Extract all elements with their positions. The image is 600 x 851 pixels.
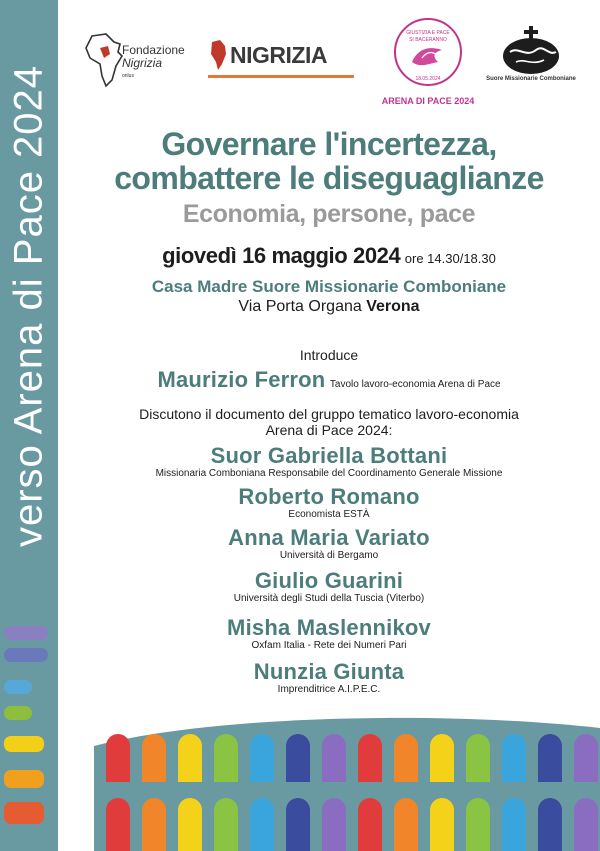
colosseum-illustration <box>58 716 600 851</box>
speaker <box>58 660 600 696</box>
africa-silhouette-icon <box>208 38 228 72</box>
speaker-name: Misha Maslennikov <box>227 615 431 640</box>
speaker <box>58 616 600 652</box>
arch <box>574 734 598 782</box>
arch <box>538 798 562 851</box>
speaker <box>58 485 600 521</box>
arch <box>358 734 382 782</box>
speaker-name: Anna Maria Variato <box>228 525 430 550</box>
arch <box>178 798 202 851</box>
arch <box>574 798 598 851</box>
speaker-name: Suor Gabriella Bottani <box>210 443 448 468</box>
nigrizia-underline <box>208 75 354 78</box>
fondazione-text: Fondazione Nigrizia onlus <box>122 43 185 79</box>
speaker-role: Imprenditrice A.I.P.E.C. <box>277 684 381 695</box>
sidebar <box>0 0 58 851</box>
arch <box>502 734 526 782</box>
logo-bar <box>58 18 600 113</box>
event-address: Via Porta Organa Verona <box>238 298 420 315</box>
nigrizia-logo <box>208 38 356 80</box>
arch <box>394 798 418 851</box>
arch <box>214 734 238 782</box>
speaker-name: Nunzia Giunta <box>253 659 405 684</box>
arch <box>250 798 274 851</box>
arch <box>142 734 166 782</box>
speaker <box>58 526 600 562</box>
fondazione-nigrizia-logo <box>82 32 194 92</box>
event-time: ore 14.30/18.30 <box>404 251 496 266</box>
nigrizia-wordmark: NIGRIZIA <box>230 42 327 68</box>
arch <box>394 734 418 782</box>
stripe <box>4 802 44 824</box>
stripe <box>4 736 44 752</box>
speaker-name: Roberto Romano <box>238 484 420 509</box>
event-venue: Casa Madre Suore Missionarie Comboniane <box>151 277 507 296</box>
speaker-role: Economista ESTÀ <box>288 509 370 520</box>
arch <box>466 734 490 782</box>
smc-logo <box>486 22 576 102</box>
smc-label: Suore Missionarie Comboniane <box>486 76 576 82</box>
speaker-name: Giulio Guarini <box>254 568 404 593</box>
arch <box>358 798 382 851</box>
arch <box>430 798 454 851</box>
arch <box>502 798 526 851</box>
stripe <box>4 648 48 662</box>
arch <box>466 798 490 851</box>
speaker <box>58 569 600 605</box>
stripe <box>4 706 32 720</box>
sidebar-title: verso Arena di Pace 2024 <box>6 64 51 548</box>
arena-di-pace-logo: GIUSTIZIA E PACE SI BACERANNO 18.05.2024 ARENA DI PACE 2024 <box>380 18 476 113</box>
event-date-line <box>58 243 600 269</box>
globe-cross-icon <box>486 22 576 76</box>
speaker <box>58 444 600 480</box>
moderator-name: Maurizio Ferron <box>157 367 326 392</box>
speaker-role: Università degli Studi della Tuscia (Viterbo) <box>233 593 425 604</box>
arch <box>286 798 310 851</box>
speaker-role: Missionaria Comboniana Responsabile del Coordinamento Generale Missione <box>155 468 503 479</box>
arena-logo-label: ARENA DI PACE 2024 <box>381 96 475 106</box>
arch <box>142 798 166 851</box>
arch <box>214 798 238 851</box>
stripe <box>4 770 44 788</box>
main-content <box>58 0 600 851</box>
arch <box>106 734 130 782</box>
arch <box>322 734 346 782</box>
arch <box>286 734 310 782</box>
arch <box>322 798 346 851</box>
arch <box>430 734 454 782</box>
arch <box>178 734 202 782</box>
dove-icon <box>408 42 448 72</box>
event-date: giovedì 16 maggio 2024 <box>162 243 401 268</box>
arch <box>106 798 130 851</box>
arch <box>250 734 274 782</box>
arch <box>538 734 562 782</box>
page-title: Governare l'incertezza, combattere le diseguaglianze <box>114 126 544 196</box>
speaker-role: Oxfam Italia - Rete dei Numeri Pari <box>251 640 407 651</box>
speaker-role: Università di Bergamo <box>279 550 379 561</box>
stripe <box>4 680 32 694</box>
intro-label: Introduce <box>299 347 359 363</box>
africa-map-icon <box>82 32 126 88</box>
discussion-intro: Discutono il documento del gruppo tematico lavoro-economia Arena di Pace 2024: <box>139 406 519 438</box>
stripe <box>4 626 48 640</box>
moderator-role: Tavolo lavoro-economia Arena di Pace <box>329 379 501 390</box>
subtitle: Economia, persone, pace <box>182 200 476 228</box>
moderator <box>58 367 600 393</box>
